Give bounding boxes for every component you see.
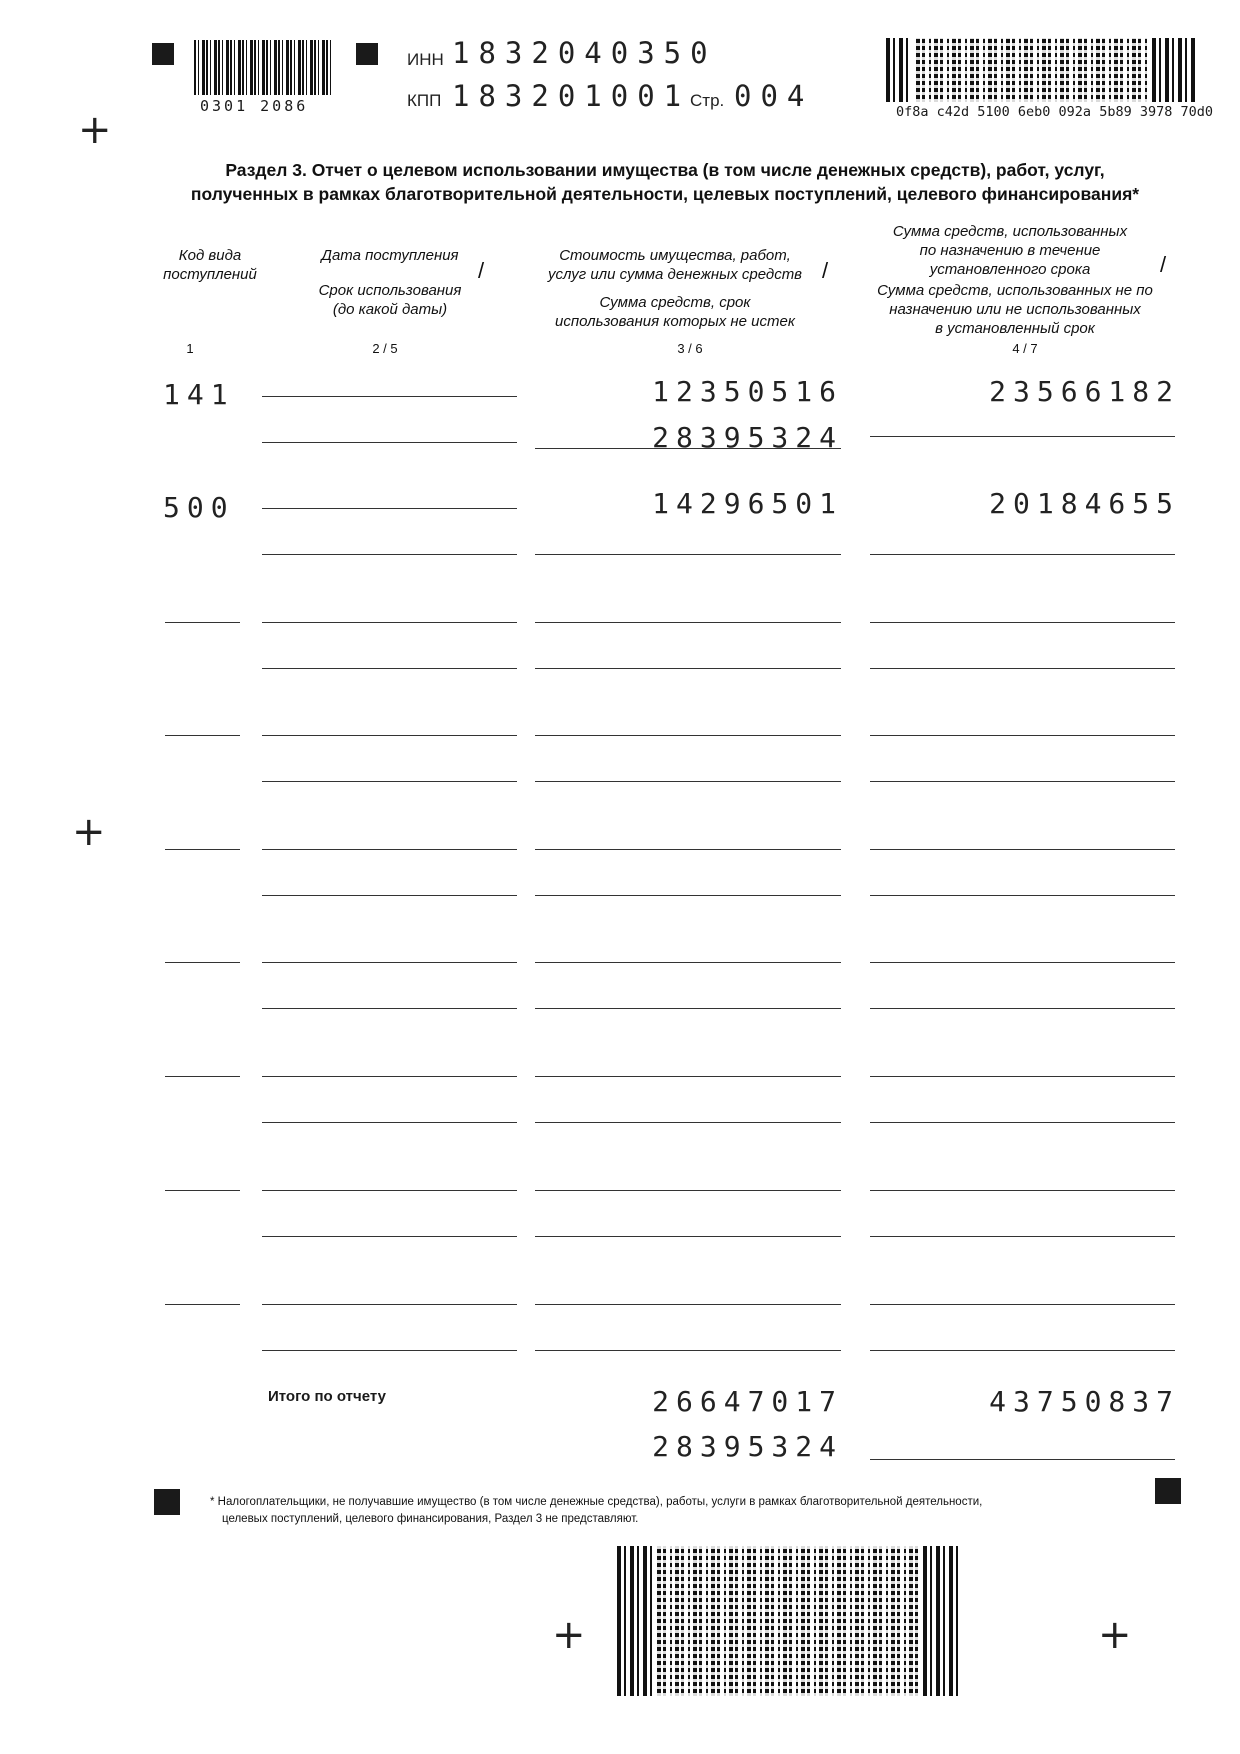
form-rule-line	[262, 668, 517, 669]
top-barcode-guard-left	[886, 38, 912, 102]
col4-header-top-line1: Сумма средств, использованных	[892, 223, 1128, 240]
form-rule-line	[535, 554, 841, 555]
corner-marker-top-left	[152, 43, 174, 65]
form-rule-line	[870, 1122, 1175, 1123]
col2-header-top: Дата поступления	[321, 247, 459, 264]
form-rule-line	[165, 1190, 240, 1191]
form-rule-line	[535, 622, 841, 623]
form-rule-line	[165, 622, 240, 623]
form-rule-line	[870, 895, 1175, 896]
form-rule-line	[535, 448, 841, 449]
col4-header-bottom-line3: в установленный срок	[935, 320, 1095, 337]
form-rule-line	[262, 554, 517, 555]
form-rule-line	[165, 1076, 240, 1077]
form-rule-line	[262, 1008, 517, 1009]
section-title-line2: полученных в рамках благотворительной деятельности, целевых поступлений, целевого финансирования*	[190, 184, 1140, 204]
form-rule-line	[535, 1350, 841, 1351]
col3-header-bottom-line1: Сумма средств, срок	[599, 294, 751, 311]
form-rule-line	[535, 1236, 841, 1237]
page-value: 004	[734, 79, 814, 113]
footnote-line2: целевых поступлений, целевого финансирования, Раздел 3 не представляют.	[222, 1513, 639, 1525]
form-rule-line	[535, 1122, 841, 1123]
form-rule-line	[262, 1304, 517, 1305]
form-rule-line	[165, 735, 240, 736]
col3-header-top-line2: услуг или сумма денежных средств	[547, 266, 803, 283]
row1-cost: 12350516	[652, 375, 843, 408]
form-rule-line	[262, 396, 517, 397]
form-rule-line	[870, 436, 1175, 437]
form-rule-line	[262, 781, 517, 782]
form-rule-line	[535, 781, 841, 782]
form-rule-line	[535, 1190, 841, 1191]
registration-cross-icon: +	[72, 809, 106, 855]
corner-marker-top-middle	[356, 43, 378, 65]
row1-remaining: 28395324	[652, 421, 843, 454]
form-rule-line	[535, 668, 841, 669]
col1-header-line1: Код вида	[178, 247, 242, 264]
col2-number: 2 / 5	[372, 341, 398, 356]
form-rule-line	[535, 735, 841, 736]
barcode-hash: 0f8a c42d 5100 6eb0 092a 5b89 3978 70d0	[896, 104, 1213, 120]
form-rule-line	[535, 1076, 841, 1077]
form-rule-line	[870, 962, 1175, 963]
row1-code: 141	[163, 378, 235, 411]
footnote-line1: * Налогоплательщики, не получавшие имущество (в том числе денежные средства), работы, услуги в рамках благотворительной деятельности,	[210, 1496, 983, 1508]
form-rule-line	[870, 1190, 1175, 1191]
col4-number: 4 / 7	[1012, 341, 1038, 356]
registration-cross-icon: +	[78, 107, 112, 153]
total-used-second-line	[870, 1459, 1175, 1460]
bottom-2d-barcode	[657, 1546, 919, 1696]
form-rule-line	[870, 1076, 1175, 1077]
kpp-value: 183201001	[452, 79, 691, 113]
form-rule-line	[535, 1008, 841, 1009]
bottom-barcode-guard-left	[617, 1546, 653, 1696]
form-rule-line	[870, 1304, 1175, 1305]
form-rule-line	[262, 442, 517, 443]
col3-header-top-line1: Стоимость имущества, работ,	[559, 247, 791, 264]
form-rule-line	[262, 1350, 517, 1351]
form-rule-line	[165, 849, 240, 850]
row2-used: 20184655	[989, 487, 1180, 520]
form-rule-line	[262, 895, 517, 896]
form-rule-line	[262, 735, 517, 736]
form-rule-line	[870, 622, 1175, 623]
inn-label: ИНН	[407, 50, 444, 69]
form-barcode-number: 0301 2086	[200, 97, 309, 115]
page-label: Стр.	[690, 91, 725, 110]
col4-header-top-line3: установленного срока	[929, 261, 1091, 278]
form-rule-line	[262, 849, 517, 850]
row1-used: 23566182	[989, 375, 1180, 408]
col4-header-top-line2: по назначению в течение	[919, 242, 1101, 259]
col3-number: 3 / 6	[677, 341, 703, 356]
form-rule-line	[870, 849, 1175, 850]
form-rule-line	[165, 962, 240, 963]
form-rule-line	[262, 1122, 517, 1123]
kpp-label: КПП	[407, 91, 442, 110]
form-rule-line	[870, 735, 1175, 736]
form-rule-line	[870, 668, 1175, 669]
col3-header-bottom-line2: использования которых не истек	[555, 313, 795, 330]
form-rule-line	[870, 1350, 1175, 1351]
form-rule-line	[870, 1236, 1175, 1237]
form-rule-line	[870, 781, 1175, 782]
form-rule-line	[262, 508, 517, 509]
inn-value: 1832040350	[452, 36, 717, 70]
form-rule-line	[535, 895, 841, 896]
form-rule-line	[165, 1304, 240, 1305]
form-rule-line	[262, 962, 517, 963]
section-title-line1: Раздел 3. Отчет о целевом использовании имущества (в том числе денежных средств), работ, услуг,	[225, 160, 1105, 180]
col1-number: 1	[186, 341, 194, 356]
corner-marker-bottom-left	[154, 1489, 180, 1515]
form-rule-line	[262, 1076, 517, 1077]
form-rule-line	[262, 622, 517, 623]
col4-header-bottom-line2: назначению или не использованных	[889, 301, 1141, 318]
col2-header-bottom-line1: Срок использования	[318, 282, 462, 299]
bottom-barcode-guard-right	[923, 1546, 961, 1696]
form-rule-line	[535, 849, 841, 850]
col2-slash: /	[478, 258, 485, 283]
total-cost: 26647017	[652, 1385, 843, 1418]
top-2d-barcode	[916, 38, 1148, 102]
registration-cross-icon: +	[1098, 1612, 1132, 1658]
form-rule-line	[870, 554, 1175, 555]
form-rule-line	[262, 1190, 517, 1191]
col2-header-bottom-line2: (до какой даты)	[332, 301, 448, 318]
total-label: Итого по отчету	[268, 1388, 386, 1405]
form-rule-line	[870, 1008, 1175, 1009]
registration-cross-icon: +	[552, 1612, 586, 1658]
total-remaining: 28395324	[652, 1430, 843, 1463]
top-barcode-guard-right	[1152, 38, 1196, 102]
form-rule-line	[262, 1236, 517, 1237]
row2-code: 500	[163, 491, 235, 524]
col4-header-bottom-line1: Сумма средств, использованных не по	[877, 282, 1153, 299]
col3-slash: /	[822, 258, 829, 283]
col4-slash: /	[1160, 252, 1167, 277]
form-rule-line	[535, 962, 841, 963]
col1-header-line2: поступлений	[163, 266, 257, 283]
total-used: 43750837	[989, 1385, 1180, 1418]
form-rule-line	[535, 1304, 841, 1305]
row2-cost: 14296501	[652, 487, 843, 520]
form-barcode	[194, 40, 334, 95]
